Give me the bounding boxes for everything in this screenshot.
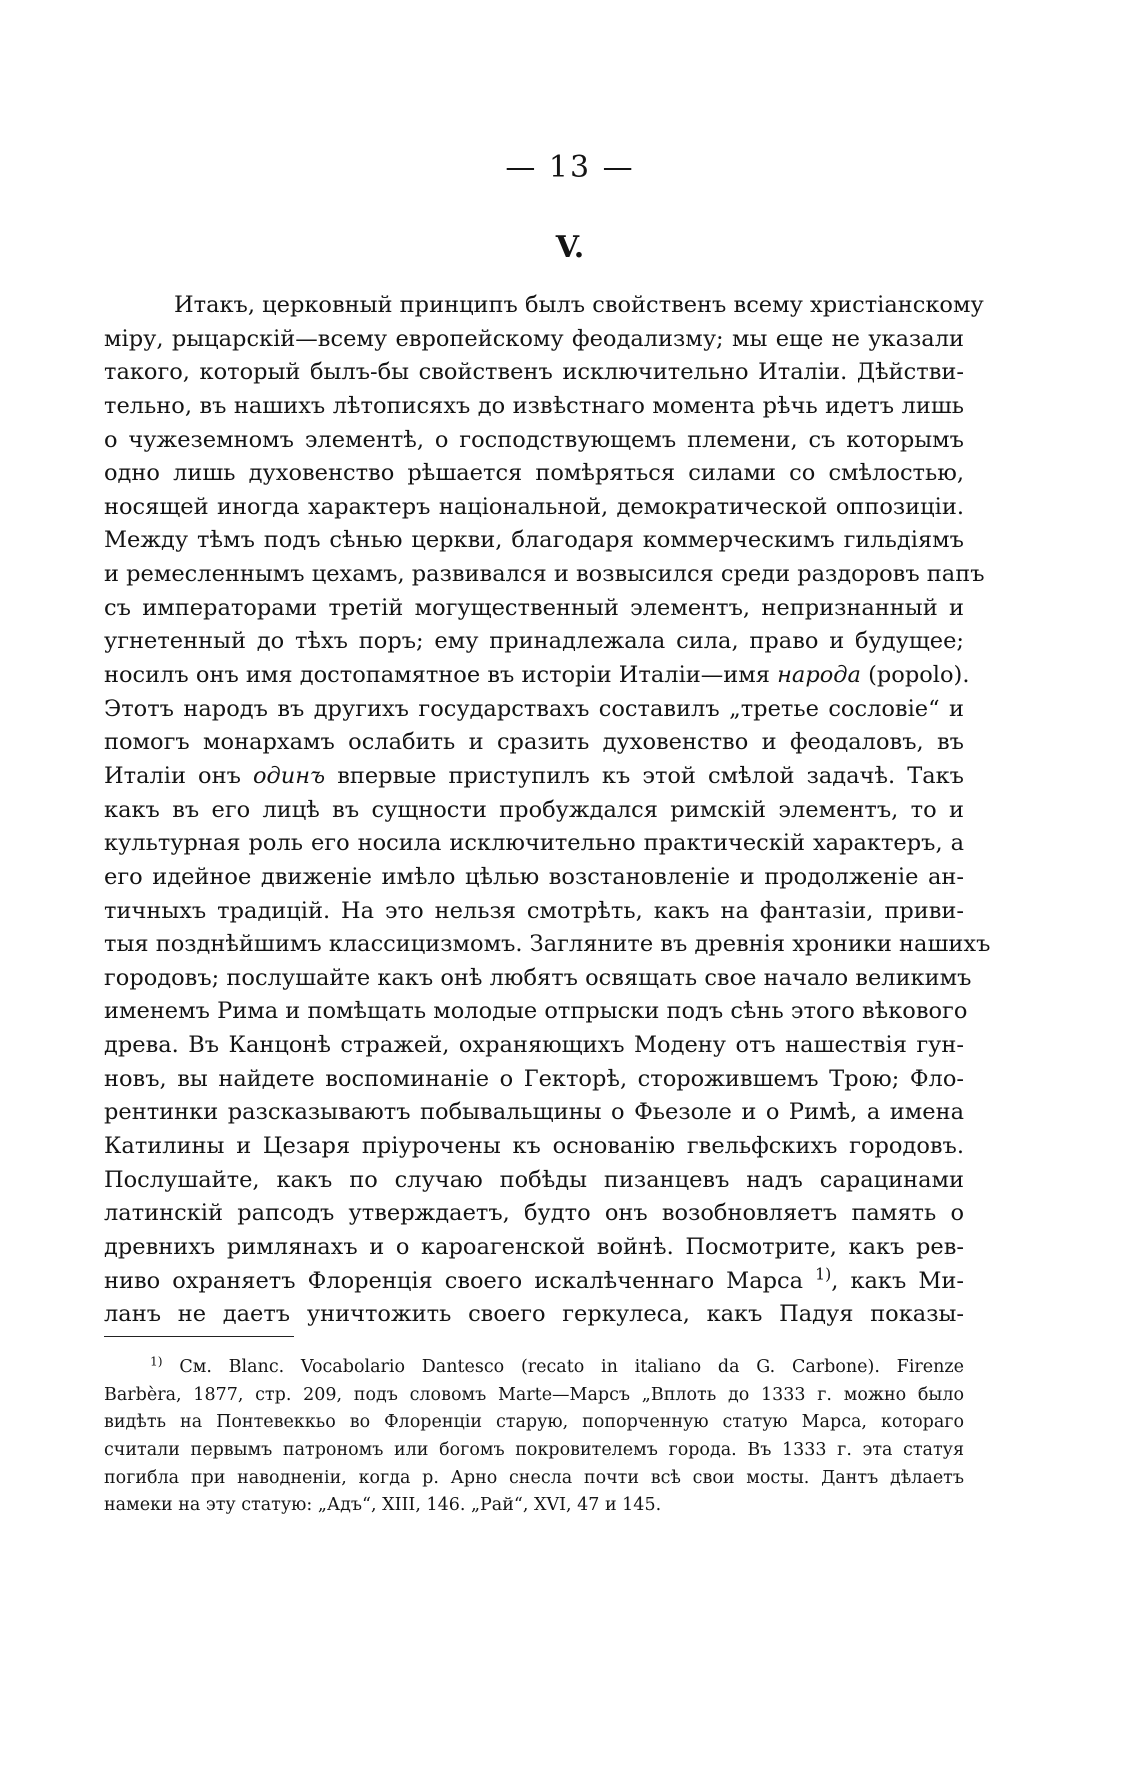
body-line: ланъ не даетъ уничтожить своего геркулеса, какъ Падуя показы- xyxy=(104,1301,964,1328)
body-line-text: Италіи онъ xyxy=(104,762,241,789)
body-line: городовъ; послушайте какъ онѣ любятъ освящать свое начало великимъ xyxy=(104,964,972,991)
footnote-line: намеки на эту статую: „Адъ“, XIII, 146. „Рай“, XVI, 47 и 145. xyxy=(104,1495,662,1516)
body-line: одно лишь духовенство рѣшается помѣряться силами со смѣлостью, xyxy=(104,460,964,487)
body-line: древа. Въ Канцонѣ стражей, охраняющихъ Модену отъ нашествія гун- xyxy=(104,1032,964,1059)
body-line: рентинки разсказываютъ побывальщины о Фьезоле и о Римѣ, а имена xyxy=(104,1099,964,1126)
body-line: такого, который былъ-бы свойственъ исключительно Италіи. Дѣйстви- xyxy=(104,359,964,386)
body-line: тичныхъ традицій. На это нельзя смотрѣть, какъ на фантазіи, приви- xyxy=(104,897,964,924)
footnote-line xyxy=(104,1354,964,1382)
body-line xyxy=(104,659,970,693)
footnote-divider xyxy=(104,1336,294,1337)
footnote-line: считали первымъ патрономъ или богомъ покровителемъ города. Въ 1333 г. эта статуя xyxy=(104,1440,964,1461)
body-line: новъ, вы найдете воспоминаніе о Гекторѣ, сторожившемъ Трою; Фло- xyxy=(104,1065,964,1092)
body-line: съ императорами третій могущественный элементъ, непризнанный и xyxy=(104,594,964,621)
footnote-line: погибла при наводненіи, когда р. Арно снесла почти всѣ свои мосты. Дантъ дѣлаетъ xyxy=(104,1467,964,1488)
body-line: латинскій рапсодъ утверждаетъ, будто онъ возобновляетъ память о xyxy=(104,1200,964,1227)
body-line-text: носилъ онъ имя достопамятное въ исторіи Италіи—имя xyxy=(104,662,770,689)
body-line: какъ въ его лицѣ въ сущности пробуждался римскій элементъ, то и xyxy=(104,796,964,823)
body-line: міру, рыцарскій—всему европейскому феодализму; мы еще не указали xyxy=(104,325,964,352)
body-line-text: (popolo). xyxy=(868,662,970,689)
body-line: тыя позднѣйшимъ классицизмомъ. Загляните въ древнія хроники нашихъ xyxy=(104,931,991,958)
body-line: Между тѣмъ подъ сѣнью церкви, благодаря коммерческимъ гильдіямъ xyxy=(104,527,964,554)
body-line: его идейное движеніе имѣло цѣлью возстановленіе и продолженіе ан- xyxy=(104,863,964,890)
body-line: угнетенный до тѣхъ поръ; ему принадлежала сила, право и будущее; xyxy=(104,628,964,655)
body-line: о чужеземномъ элементѣ, о господствующемъ племени, съ которымъ xyxy=(104,426,964,453)
body-line: и ремесленнымъ цехамъ, развивался и возвысился среди раздоровъ папъ xyxy=(104,561,985,588)
body-line-text: впервые приступилъ къ этой смѣлой задачѣ. Такъ xyxy=(337,762,965,789)
body-line-text: , какъ Ми- xyxy=(831,1267,964,1294)
chapter-heading: V. xyxy=(555,230,585,265)
body-line: тельно, въ нашихъ лѣтописяхъ до извѣстнаго момента рѣчь идетъ лишь xyxy=(104,392,964,419)
footnote-line: Barbèra, 1877, стр. 209, подъ словомъ Marte—Марсъ „Вплоть до 1333 г. можно было xyxy=(104,1384,964,1405)
body-line xyxy=(104,1265,964,1299)
body-line: Этотъ народъ въ другихъ государствахъ составилъ „третье сословіе“ и xyxy=(104,695,964,722)
body-line: носящей иногда характеръ національной, демократической оппозиціи. xyxy=(104,493,964,520)
body-line: Послушайте, какъ по случаю побѣды пизанцевъ надъ сарацинами xyxy=(104,1166,964,1193)
body-text xyxy=(104,289,991,1332)
italic-word: народа xyxy=(777,662,861,689)
italic-word: одинъ xyxy=(252,762,326,789)
body-line: Итакъ, церковный принципъ былъ свойственъ всему христіанскому xyxy=(174,292,984,318)
body-line: именемъ Рима и помѣщать молодые отпрыски подъ сѣнь этого вѣкового xyxy=(104,998,968,1025)
page-number: — 13 — xyxy=(505,150,635,185)
body-line: древнихъ римлянахъ и о кароагенской войнѣ. Посмотрите, какъ рев- xyxy=(104,1233,964,1260)
footnote xyxy=(104,1354,964,1520)
footnote-reference[interactable]: 1) xyxy=(815,1263,832,1283)
body-line xyxy=(104,760,964,794)
body-line: Катилины и Цезаря пріурочены къ основанію гвельфскихъ городовъ. xyxy=(104,1133,964,1160)
footnote-line: видѣть на Понтевеккьо во Флоренціи старую, попорченную статую Марса, котораго xyxy=(104,1412,964,1433)
body-line-text: ниво охраняетъ Флоренція своего искалѣченнаго Марса xyxy=(104,1267,804,1294)
footnote-line-text: См. Blanc. Vocabolario Dantesco (recato in italiano da G. Carbone). Firenze xyxy=(179,1357,964,1377)
footnote-marker: 1) xyxy=(150,1354,163,1369)
body-line: культурная роль его носила исключительно практическій характеръ, а xyxy=(104,830,964,857)
body-line: помогъ монархамъ ослабить и сразить духовенство и феодаловъ, въ xyxy=(104,729,964,756)
